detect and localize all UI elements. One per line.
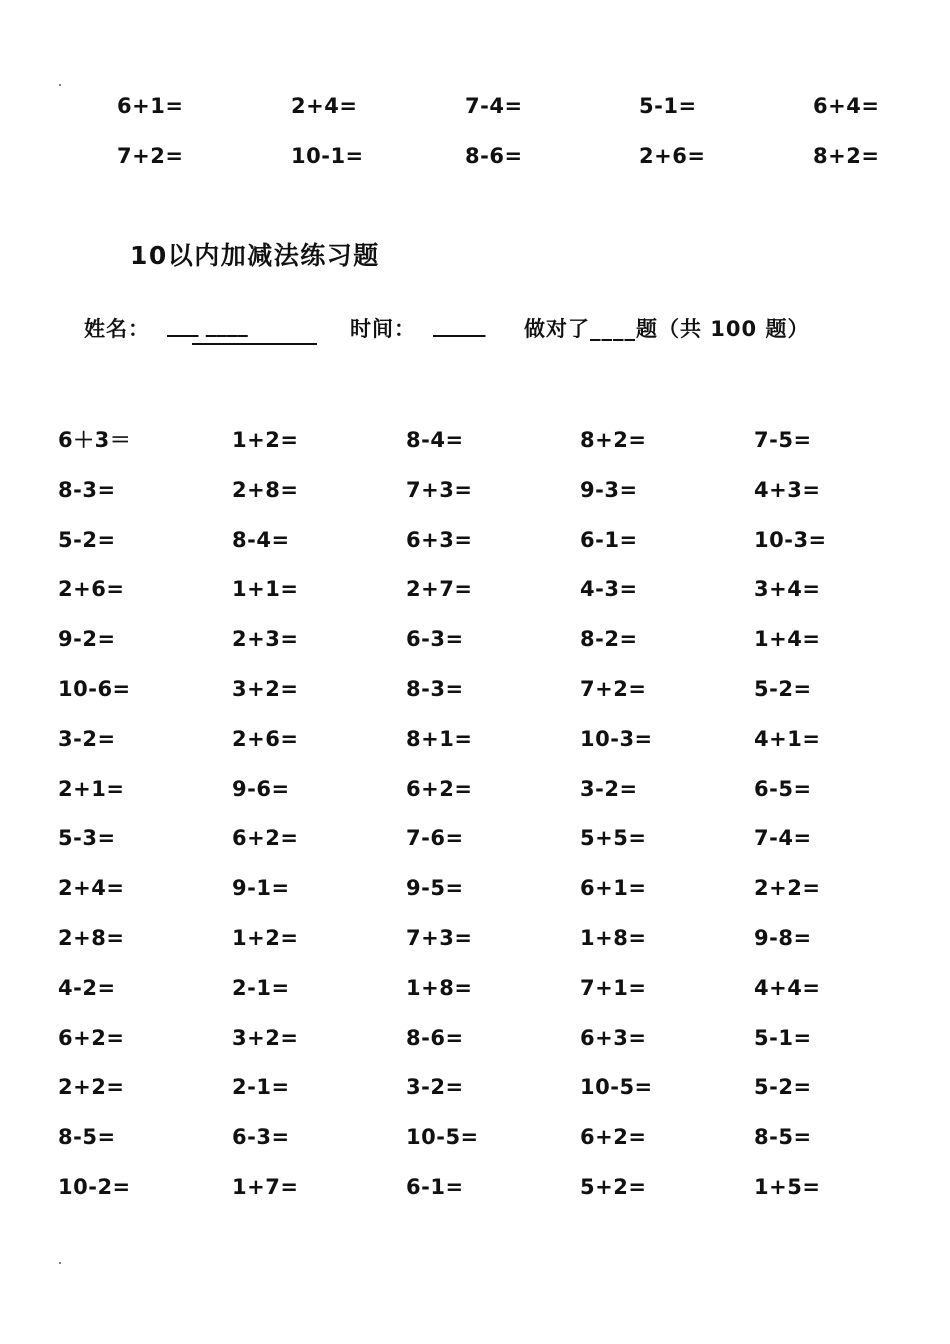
math-problem: 8-5= bbox=[58, 1125, 116, 1150]
math-problem: 6-1= bbox=[406, 1174, 464, 1199]
math-problem: 2+3= bbox=[232, 627, 299, 652]
math-problem: 1+5= bbox=[754, 1174, 821, 1199]
math-problem: 3-2= bbox=[580, 776, 638, 801]
math-problem: 6+1= bbox=[117, 94, 184, 118]
math-problem: 2+2= bbox=[58, 1075, 125, 1100]
math-problem: 7-4= bbox=[754, 826, 812, 851]
math-problem: 5+2= bbox=[580, 1174, 647, 1199]
math-problem: 8-3= bbox=[58, 477, 116, 502]
math-problem: 3+4= bbox=[754, 577, 821, 602]
math-problem: 6+2= bbox=[406, 776, 473, 801]
math-problem: 2+6= bbox=[639, 144, 706, 168]
math-problem: 2+7= bbox=[406, 577, 473, 602]
math-problem: 5-3= bbox=[58, 826, 116, 851]
math-problem: 4+3= bbox=[754, 477, 821, 502]
math-problem: 10-3= bbox=[754, 527, 827, 552]
math-problem: 6+1= bbox=[580, 876, 647, 901]
math-problem: 6+3= bbox=[406, 527, 473, 552]
math-problem: 2-1= bbox=[232, 1075, 290, 1100]
math-problem: 10-1= bbox=[291, 144, 364, 168]
math-problem: 5-1= bbox=[639, 94, 697, 118]
problem-grid bbox=[58, 428, 928, 1225]
math-problem: 3-2= bbox=[58, 726, 116, 751]
math-problem: 7+2= bbox=[117, 144, 184, 168]
math-problem: 1+8= bbox=[406, 975, 473, 1000]
name-underline bbox=[192, 343, 317, 345]
math-problem: 8-4= bbox=[232, 527, 290, 552]
math-problem: 2+4= bbox=[291, 94, 358, 118]
math-problem: 1+7= bbox=[232, 1174, 299, 1199]
math-problem: 3+2= bbox=[232, 676, 299, 701]
math-problem: 7-6= bbox=[406, 826, 464, 851]
math-problem: 1+2= bbox=[232, 925, 299, 950]
math-problem: 7+1= bbox=[580, 975, 647, 1000]
math-problem: 10-6= bbox=[58, 676, 131, 701]
math-problem: 4-2= bbox=[58, 975, 116, 1000]
math-problem: 6+3= bbox=[580, 1025, 647, 1050]
name-label: 姓名： bbox=[84, 317, 150, 341]
math-problem: 5+5= bbox=[580, 826, 647, 851]
math-problem: 8-6= bbox=[465, 144, 523, 168]
math-problem: 9-1= bbox=[232, 876, 290, 901]
name-blank[interactable]: ___ ____ bbox=[167, 313, 248, 337]
math-problem: 2+6= bbox=[58, 577, 125, 602]
math-problem: 7+3= bbox=[406, 477, 473, 502]
math-problem: 8+2= bbox=[813, 144, 880, 168]
math-problem: 10-2= bbox=[58, 1174, 131, 1199]
math-problem: 3+2= bbox=[232, 1025, 299, 1050]
math-problem: 6+4= bbox=[813, 94, 880, 118]
math-problem: 8-4= bbox=[406, 428, 464, 452]
math-problem: 6+2= bbox=[58, 1025, 125, 1050]
math-problem: 8-5= bbox=[754, 1125, 812, 1150]
math-problem: 8+2= bbox=[580, 428, 647, 452]
math-problem: 2+2= bbox=[754, 876, 821, 901]
math-problem: 5-2= bbox=[58, 527, 116, 552]
worksheet-title: 10以内加减法练习题 bbox=[130, 241, 380, 270]
math-problem: 8-6= bbox=[406, 1025, 464, 1050]
math-problem: 8-3= bbox=[406, 676, 464, 701]
math-problem: 10-5= bbox=[580, 1075, 653, 1100]
math-problem: 6-3= bbox=[232, 1125, 290, 1150]
math-problem: 6＋3＝ bbox=[58, 428, 132, 452]
math-problem: 4+1= bbox=[754, 726, 821, 751]
math-problem: 1+1= bbox=[232, 577, 299, 602]
math-problem: 2+8= bbox=[232, 477, 299, 502]
carryover-problem-grid bbox=[117, 94, 950, 194]
time-blank[interactable]: _____ bbox=[433, 313, 486, 337]
math-problem: 1+2= bbox=[232, 428, 299, 452]
math-problem: 6-1= bbox=[580, 527, 638, 552]
math-problem: 6+2= bbox=[232, 826, 299, 851]
math-problem: 9-8= bbox=[754, 925, 812, 950]
time-label: 时间： bbox=[350, 317, 416, 341]
math-problem: 10-5= bbox=[406, 1125, 479, 1150]
math-problem: 5-2= bbox=[754, 1075, 812, 1100]
math-problem: 6-5= bbox=[754, 776, 812, 801]
math-problem: 9-5= bbox=[406, 876, 464, 901]
math-problem: 9-6= bbox=[232, 776, 290, 801]
math-problem: 2+4= bbox=[58, 876, 125, 901]
score-label: 做对了____题（共 100 题） bbox=[524, 317, 810, 341]
math-problem: 7+2= bbox=[580, 676, 647, 701]
math-problem: 6+2= bbox=[580, 1125, 647, 1150]
math-problem: 1+8= bbox=[580, 925, 647, 950]
math-problem: 9-2= bbox=[58, 627, 116, 652]
math-problem: 3-2= bbox=[406, 1075, 464, 1100]
math-problem: 6-3= bbox=[406, 627, 464, 652]
math-problem: 1+4= bbox=[754, 627, 821, 652]
math-problem: 2+8= bbox=[58, 925, 125, 950]
math-problem: 2+6= bbox=[232, 726, 299, 751]
page-marker-dot bbox=[59, 84, 61, 86]
math-problem: 8-2= bbox=[580, 627, 638, 652]
math-problem: 5-1= bbox=[754, 1025, 812, 1050]
math-problem: 4+4= bbox=[754, 975, 821, 1000]
math-problem: 5-2= bbox=[754, 676, 812, 701]
math-problem: 2-1= bbox=[232, 975, 290, 1000]
math-problem: 7+3= bbox=[406, 925, 473, 950]
math-problem: 4-3= bbox=[580, 577, 638, 602]
math-problem: 8+1= bbox=[406, 726, 473, 751]
math-problem: 10-3= bbox=[580, 726, 653, 751]
math-problem: 2+1= bbox=[58, 776, 125, 801]
page-marker-dot bbox=[59, 1262, 61, 1264]
math-problem: 9-3= bbox=[580, 477, 638, 502]
math-problem: 7-4= bbox=[465, 94, 523, 118]
math-problem: 7-5= bbox=[754, 428, 812, 452]
